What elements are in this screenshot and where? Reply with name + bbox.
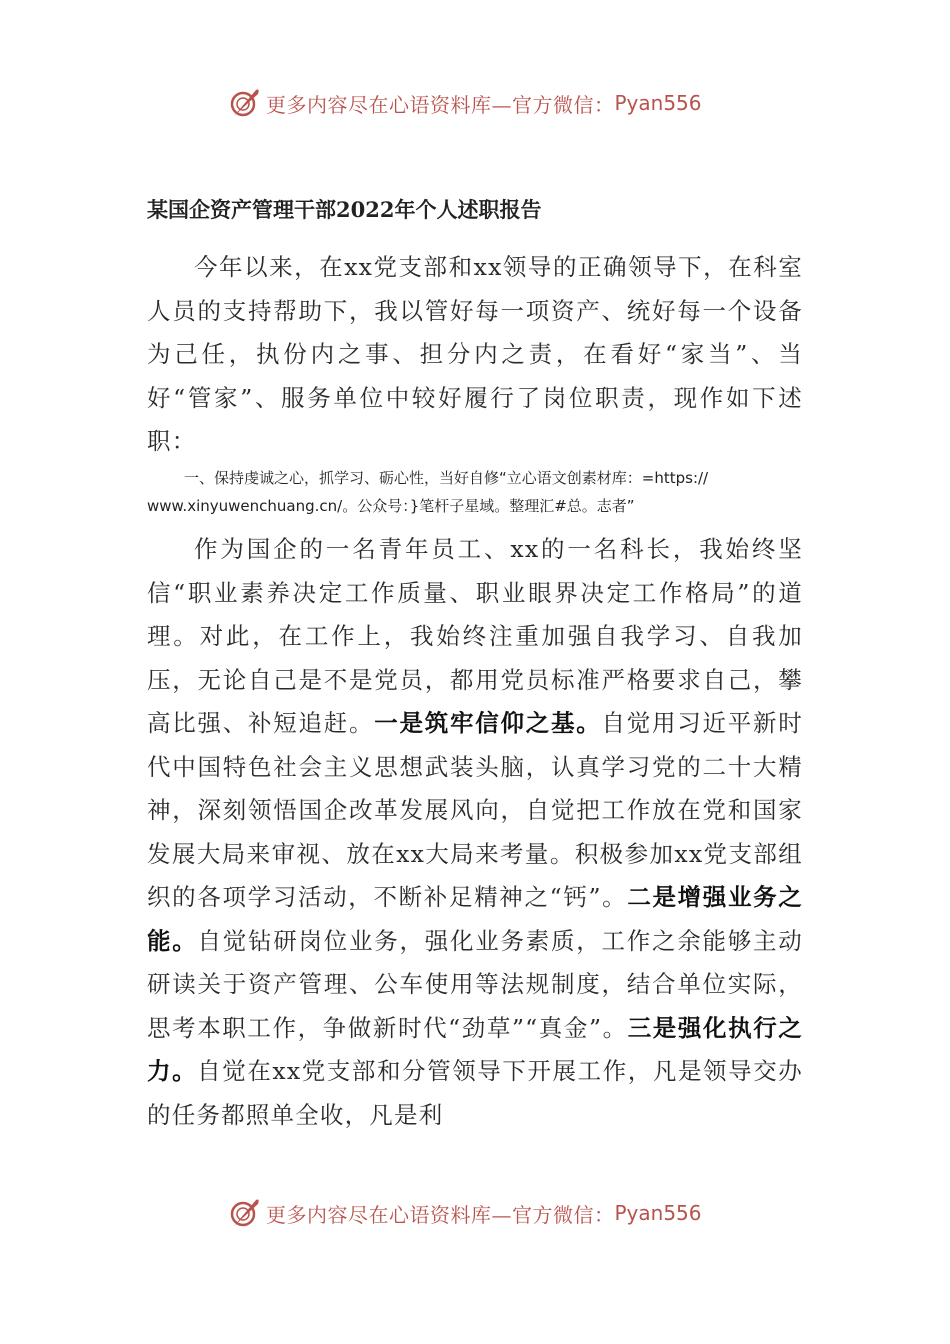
bold-point-3: 三是强化执行之力。 — [147, 1013, 803, 1085]
section-1-heading-line-1: 一、保持虔诚之心，抓学习、砺心性，当好自修“立心语文创素材库：=https:// — [184, 469, 709, 487]
bold-point-2: 二是增强业务之能。 — [147, 883, 803, 955]
body-text: 自觉钻研岗位业务，强化业务素质，工作之余能够主动研读关于资产管理、公车使用等法规制度，结合单位实际，思考本职工作，争做新时代“劲草”“真金”。 — [147, 926, 803, 1042]
section-1-heading — [147, 464, 787, 520]
header-watermark — [228, 86, 748, 120]
quill-circle-logo-icon — [228, 1196, 262, 1230]
quill-circle-logo-icon — [228, 86, 262, 120]
document-title: 某国企资产管理干部2022年个人述职报告 — [147, 197, 542, 222]
watermark-text: 更多内容尽在心语资料库—官方微信： — [266, 1202, 615, 1227]
body-text: 自觉在xx党支部和分管领导下开展工作，凡是领导交办的任务都照单全收，凡是利 — [147, 1057, 803, 1129]
body-text: 作为国企的一名青年员工、xx的一名科长，我始终坚信“职业素养决定工作质量、职业眼界决定工作格局”的道理。对此，在工作上，我始终注重加强自我学习、自我加压，无论自己是不是党员，都用党员标准严格要求自己，攀高比强、补短追赶。 — [147, 535, 803, 737]
watermark-text: 更多内容尽在心语资料库—官方微信： — [266, 92, 615, 117]
intro-paragraph: 今年以来，在xx党支部和xx领导的正确领导下，在科室人员的支持帮助下，我以管好每一项资产、统好每一个设备为己任，执份内之事、担分内之责，在看好“家当”、当好“管家”、服务单位中较好履行了岗位职责，现作如下述职： — [147, 253, 803, 455]
watermark-wechat-id: Pyan556 — [614, 1201, 702, 1225]
bold-point-1: 一是筑牢信仰之基。 — [374, 709, 602, 737]
footer-watermark — [228, 1196, 748, 1230]
body-text: 自觉用习近平新时代中国特色社会主义思想武装头脑，认真学习党的二十大精神，深刻领悟国企改革发展风向，自觉把工作放在党和国家发展大局来审视、放在xx大局来考量。积极参加xx党支部组织的各项学习活动，不断补足精神之“钙”。 — [147, 709, 803, 911]
watermark-wechat-id: Pyan556 — [614, 91, 702, 115]
section-1-body — [147, 528, 803, 1137]
section-1-heading-line-2: www.xinyuwenchuang.cn/。公众号：}笔杆子星域。整理汇#总。志者” — [147, 497, 635, 515]
